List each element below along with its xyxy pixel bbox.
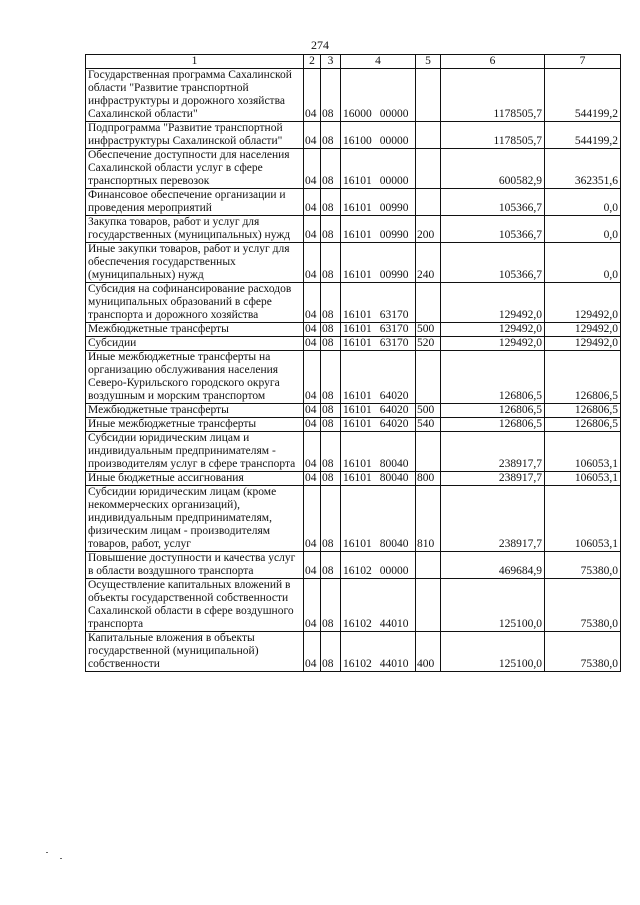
- expense-type-cell: 810: [416, 486, 441, 552]
- scan-speck: [46, 852, 48, 853]
- row-name-cell: Иные закупки товаров, работ и услуг для обеспечения государственных (муниципальных) нужд: [86, 243, 304, 283]
- expense-type-cell: [416, 579, 441, 632]
- row-name-cell: Субсидии юридическим лицам (кроме некоммерческих организаций), индивидуальным предпринимателям, физическим лицам - производителям товаров, работ, услуг: [86, 486, 304, 552]
- amount-col6-cell: 238917,7: [441, 472, 545, 486]
- amount-col7-cell: 75380,0: [545, 632, 621, 672]
- table-row: [86, 351, 621, 404]
- target-article-cell: [341, 552, 416, 579]
- target-article-program-code: 16102: [343, 658, 372, 670]
- row-name-cell: Капитальные вложения в объекты государственной (муниципальной) собственности: [86, 632, 304, 672]
- target-article-program-code: 16101: [343, 390, 372, 402]
- target-article-program-code: 16101: [343, 229, 372, 241]
- section-code-cell: 04: [304, 243, 321, 283]
- amount-col6-cell: 129492,0: [441, 323, 545, 337]
- table-row: [86, 189, 621, 216]
- header-cell: 1: [86, 55, 304, 69]
- amount-col6-cell: 600582,9: [441, 149, 545, 189]
- amount-col6-cell: 126806,5: [441, 404, 545, 418]
- target-article-direction-code: 80040: [379, 538, 409, 550]
- amount-col6-cell: 105366,7: [441, 189, 545, 216]
- header-row: [86, 55, 621, 69]
- amount-col6-cell: 129492,0: [441, 283, 545, 323]
- target-article-program-code: 16101: [343, 458, 372, 470]
- table-row: [86, 337, 621, 351]
- section-code-cell: 04: [304, 216, 321, 243]
- table-row: [86, 323, 621, 337]
- amount-col7-cell: 544199,2: [545, 69, 621, 122]
- expense-type-cell: 500: [416, 404, 441, 418]
- section-code-cell: 04: [304, 69, 321, 122]
- subsection-code-cell: 08: [321, 283, 341, 323]
- table-body: [86, 69, 621, 672]
- target-article-program-code: 16101: [343, 309, 372, 321]
- budget-table: [85, 54, 621, 672]
- table-row: [86, 404, 621, 418]
- target-article-program-code: 16101: [343, 538, 372, 550]
- target-article-cell: [341, 579, 416, 632]
- subsection-code-cell: 08: [321, 472, 341, 486]
- expense-type-cell: 800: [416, 472, 441, 486]
- table-row: [86, 432, 621, 472]
- scan-speck: [60, 858, 62, 859]
- row-name-cell: Государственная программа Сахалинской области "Развитие транспортной инфраструктуры и дорожного хозяйства Сахалинской области": [86, 69, 304, 122]
- target-article-cell: [341, 486, 416, 552]
- amount-col6-cell: 238917,7: [441, 486, 545, 552]
- target-article-direction-code: 00000: [379, 175, 409, 187]
- subsection-code-cell: 08: [321, 432, 341, 472]
- expense-type-cell: 200: [416, 216, 441, 243]
- section-code-cell: 04: [304, 432, 321, 472]
- expense-type-cell: 540: [416, 418, 441, 432]
- table-row: [86, 149, 621, 189]
- subsection-code-cell: 08: [321, 552, 341, 579]
- table-row: [86, 472, 621, 486]
- table-row: [86, 632, 621, 672]
- subsection-code-cell: 08: [321, 418, 341, 432]
- amount-col6-cell: 238917,7: [441, 432, 545, 472]
- section-code-cell: 04: [304, 149, 321, 189]
- subsection-code-cell: 08: [321, 404, 341, 418]
- section-code-cell: 04: [304, 418, 321, 432]
- target-article-cell: [341, 351, 416, 404]
- expense-type-cell: [416, 149, 441, 189]
- expense-type-cell: [416, 122, 441, 149]
- target-article-direction-code: 64020: [379, 390, 409, 402]
- target-article-direction-code: 80040: [379, 472, 409, 484]
- expense-type-cell: [416, 432, 441, 472]
- amount-col6-cell: 126806,5: [441, 418, 545, 432]
- target-article-program-code: 16102: [343, 618, 372, 630]
- section-code-cell: 04: [304, 189, 321, 216]
- amount-col6-cell: 126806,5: [441, 351, 545, 404]
- amount-col7-cell: 0,0: [545, 216, 621, 243]
- amount-col7-cell: 126806,5: [545, 351, 621, 404]
- target-article-cell: [341, 122, 416, 149]
- row-name-cell: Иные межбюджетные трансферты: [86, 418, 304, 432]
- expense-type-cell: [416, 351, 441, 404]
- table-row: [86, 69, 621, 122]
- target-article-program-code: 16000: [343, 108, 372, 120]
- amount-col7-cell: 129492,0: [545, 337, 621, 351]
- section-code-cell: 04: [304, 552, 321, 579]
- table-row: [86, 418, 621, 432]
- amount-col7-cell: 0,0: [545, 189, 621, 216]
- subsection-code-cell: 08: [321, 579, 341, 632]
- amount-col7-cell: 75380,0: [545, 552, 621, 579]
- section-code-cell: 04: [304, 404, 321, 418]
- expense-type-cell: [416, 283, 441, 323]
- section-code-cell: 04: [304, 632, 321, 672]
- target-article-direction-code: 00000: [379, 135, 409, 147]
- amount-col6-cell: 1178505,7: [441, 69, 545, 122]
- row-name-cell: Субсидии: [86, 337, 304, 351]
- row-name-cell: Межбюджетные трансферты: [86, 323, 304, 337]
- table-row: [86, 552, 621, 579]
- section-code-cell: 04: [304, 323, 321, 337]
- subsection-code-cell: 08: [321, 337, 341, 351]
- target-article-program-code: 16101: [343, 175, 372, 187]
- target-article-direction-code: 64020: [379, 418, 409, 430]
- table-row: [86, 243, 621, 283]
- header-cell: 3: [321, 55, 341, 69]
- amount-col7-cell: 544199,2: [545, 122, 621, 149]
- amount-col7-cell: 129492,0: [545, 283, 621, 323]
- target-article-cell: [341, 189, 416, 216]
- section-code-cell: 04: [304, 122, 321, 149]
- target-article-cell: [341, 472, 416, 486]
- header-cell: 4: [341, 55, 416, 69]
- subsection-code-cell: 08: [321, 486, 341, 552]
- header-cell: 5: [416, 55, 441, 69]
- target-article-cell: [341, 216, 416, 243]
- target-article-direction-code: 00000: [379, 108, 409, 120]
- subsection-code-cell: 08: [321, 632, 341, 672]
- subsection-code-cell: 08: [321, 216, 341, 243]
- target-article-direction-code: 44010: [379, 658, 409, 670]
- section-code-cell: 04: [304, 337, 321, 351]
- amount-col6-cell: 469684,9: [441, 552, 545, 579]
- target-article-program-code: 16101: [343, 404, 372, 416]
- target-article-program-code: 16100: [343, 135, 372, 147]
- target-article-direction-code: 00000: [379, 565, 409, 577]
- amount-col7-cell: 126806,5: [545, 418, 621, 432]
- section-code-cell: 04: [304, 351, 321, 404]
- subsection-code-cell: 08: [321, 189, 341, 216]
- row-name-cell: Закупка товаров, работ и услуг для государственных (муниципальных) нужд: [86, 216, 304, 243]
- section-code-cell: 04: [304, 283, 321, 323]
- target-article-program-code: 16101: [343, 269, 372, 281]
- target-article-cell: [341, 283, 416, 323]
- table-row: [86, 122, 621, 149]
- table-row: [86, 486, 621, 552]
- amount-col6-cell: 105366,7: [441, 243, 545, 283]
- table-row: [86, 216, 621, 243]
- expense-type-cell: 500: [416, 323, 441, 337]
- header-cell: 7: [545, 55, 621, 69]
- target-article-direction-code: 80040: [379, 458, 409, 470]
- target-article-direction-code: 63170: [379, 309, 409, 321]
- section-code-cell: 04: [304, 579, 321, 632]
- amount-col7-cell: 106053,1: [545, 472, 621, 486]
- amount-col7-cell: 75380,0: [545, 579, 621, 632]
- target-article-direction-code: 44010: [379, 618, 409, 630]
- amount-col7-cell: 126806,5: [545, 404, 621, 418]
- target-article-cell: [341, 323, 416, 337]
- subsection-code-cell: 08: [321, 243, 341, 283]
- target-article-program-code: 16101: [343, 472, 372, 484]
- target-article-program-code: 16101: [343, 418, 372, 430]
- target-article-direction-code: 63170: [379, 323, 409, 335]
- target-article-direction-code: 00990: [379, 229, 409, 241]
- section-code-cell: 04: [304, 472, 321, 486]
- row-name-cell: Финансовое обеспечение организации и проведения мероприятий: [86, 189, 304, 216]
- target-article-cell: [341, 418, 416, 432]
- expense-type-cell: [416, 552, 441, 579]
- target-article-cell: [341, 149, 416, 189]
- target-article-program-code: 16102: [343, 565, 372, 577]
- amount-col6-cell: 105366,7: [441, 216, 545, 243]
- row-name-cell: Субсидии юридическим лицам и индивидуальным предпринимателям - производителям услуг в сфере транспорта: [86, 432, 304, 472]
- target-article-cell: [341, 404, 416, 418]
- subsection-code-cell: 08: [321, 122, 341, 149]
- row-name-cell: Повышение доступности и качества услуг в области воздушного транспорта: [86, 552, 304, 579]
- subsection-code-cell: 08: [321, 149, 341, 189]
- expense-type-cell: [416, 189, 441, 216]
- target-article-direction-code: 00990: [379, 269, 409, 281]
- target-article-cell: [341, 432, 416, 472]
- row-name-cell: Обеспечение доступности для населения Сахалинской области услуг в сфере транспортных перевозок: [86, 149, 304, 189]
- subsection-code-cell: 08: [321, 323, 341, 337]
- expense-type-cell: 400: [416, 632, 441, 672]
- target-article-cell: [341, 69, 416, 122]
- row-name-cell: Осуществление капитальных вложений в объекты государственной собственности Сахалинской области в сфере воздушного транспорта: [86, 579, 304, 632]
- row-name-cell: Межбюджетные трансферты: [86, 404, 304, 418]
- subsection-code-cell: 08: [321, 69, 341, 122]
- page-number: 274: [311, 38, 329, 52]
- header-cell: 6: [441, 55, 545, 69]
- amount-col7-cell: 0,0: [545, 243, 621, 283]
- target-article-program-code: 16101: [343, 323, 372, 335]
- row-name-cell: Иные межбюджетные трансферты на организацию обслуживания населения Северо-Курильского городского округа воздушным и морским транспортом: [86, 351, 304, 404]
- target-article-program-code: 16101: [343, 202, 372, 214]
- amount-col7-cell: 362351,6: [545, 149, 621, 189]
- section-code-cell: 04: [304, 486, 321, 552]
- amount-col7-cell: 106053,1: [545, 486, 621, 552]
- row-name-cell: Подпрограмма "Развитие транспортной инфраструктуры Сахалинской области": [86, 122, 304, 149]
- row-name-cell: Субсидия на софинансирование расходов муниципальных образований в сфере транспорта и дорожного хозяйства: [86, 283, 304, 323]
- table-row: [86, 283, 621, 323]
- amount-col7-cell: 129492,0: [545, 323, 621, 337]
- target-article-direction-code: 00990: [379, 202, 409, 214]
- target-article-cell: [341, 243, 416, 283]
- amount-col6-cell: 1178505,7: [441, 122, 545, 149]
- amount-col6-cell: 129492,0: [441, 337, 545, 351]
- amount-col7-cell: 106053,1: [545, 432, 621, 472]
- target-article-program-code: 16101: [343, 337, 372, 349]
- expense-type-cell: [416, 69, 441, 122]
- subsection-code-cell: 08: [321, 351, 341, 404]
- expense-type-cell: 520: [416, 337, 441, 351]
- table-row: [86, 579, 621, 632]
- expense-type-cell: 240: [416, 243, 441, 283]
- row-name-cell: Иные бюджетные ассигнования: [86, 472, 304, 486]
- amount-col6-cell: 125100,0: [441, 632, 545, 672]
- target-article-cell: [341, 632, 416, 672]
- target-article-direction-code: 64020: [379, 404, 409, 416]
- target-article-cell: [341, 337, 416, 351]
- amount-col6-cell: 125100,0: [441, 579, 545, 632]
- header-cell: 2: [304, 55, 321, 69]
- target-article-direction-code: 63170: [379, 337, 409, 349]
